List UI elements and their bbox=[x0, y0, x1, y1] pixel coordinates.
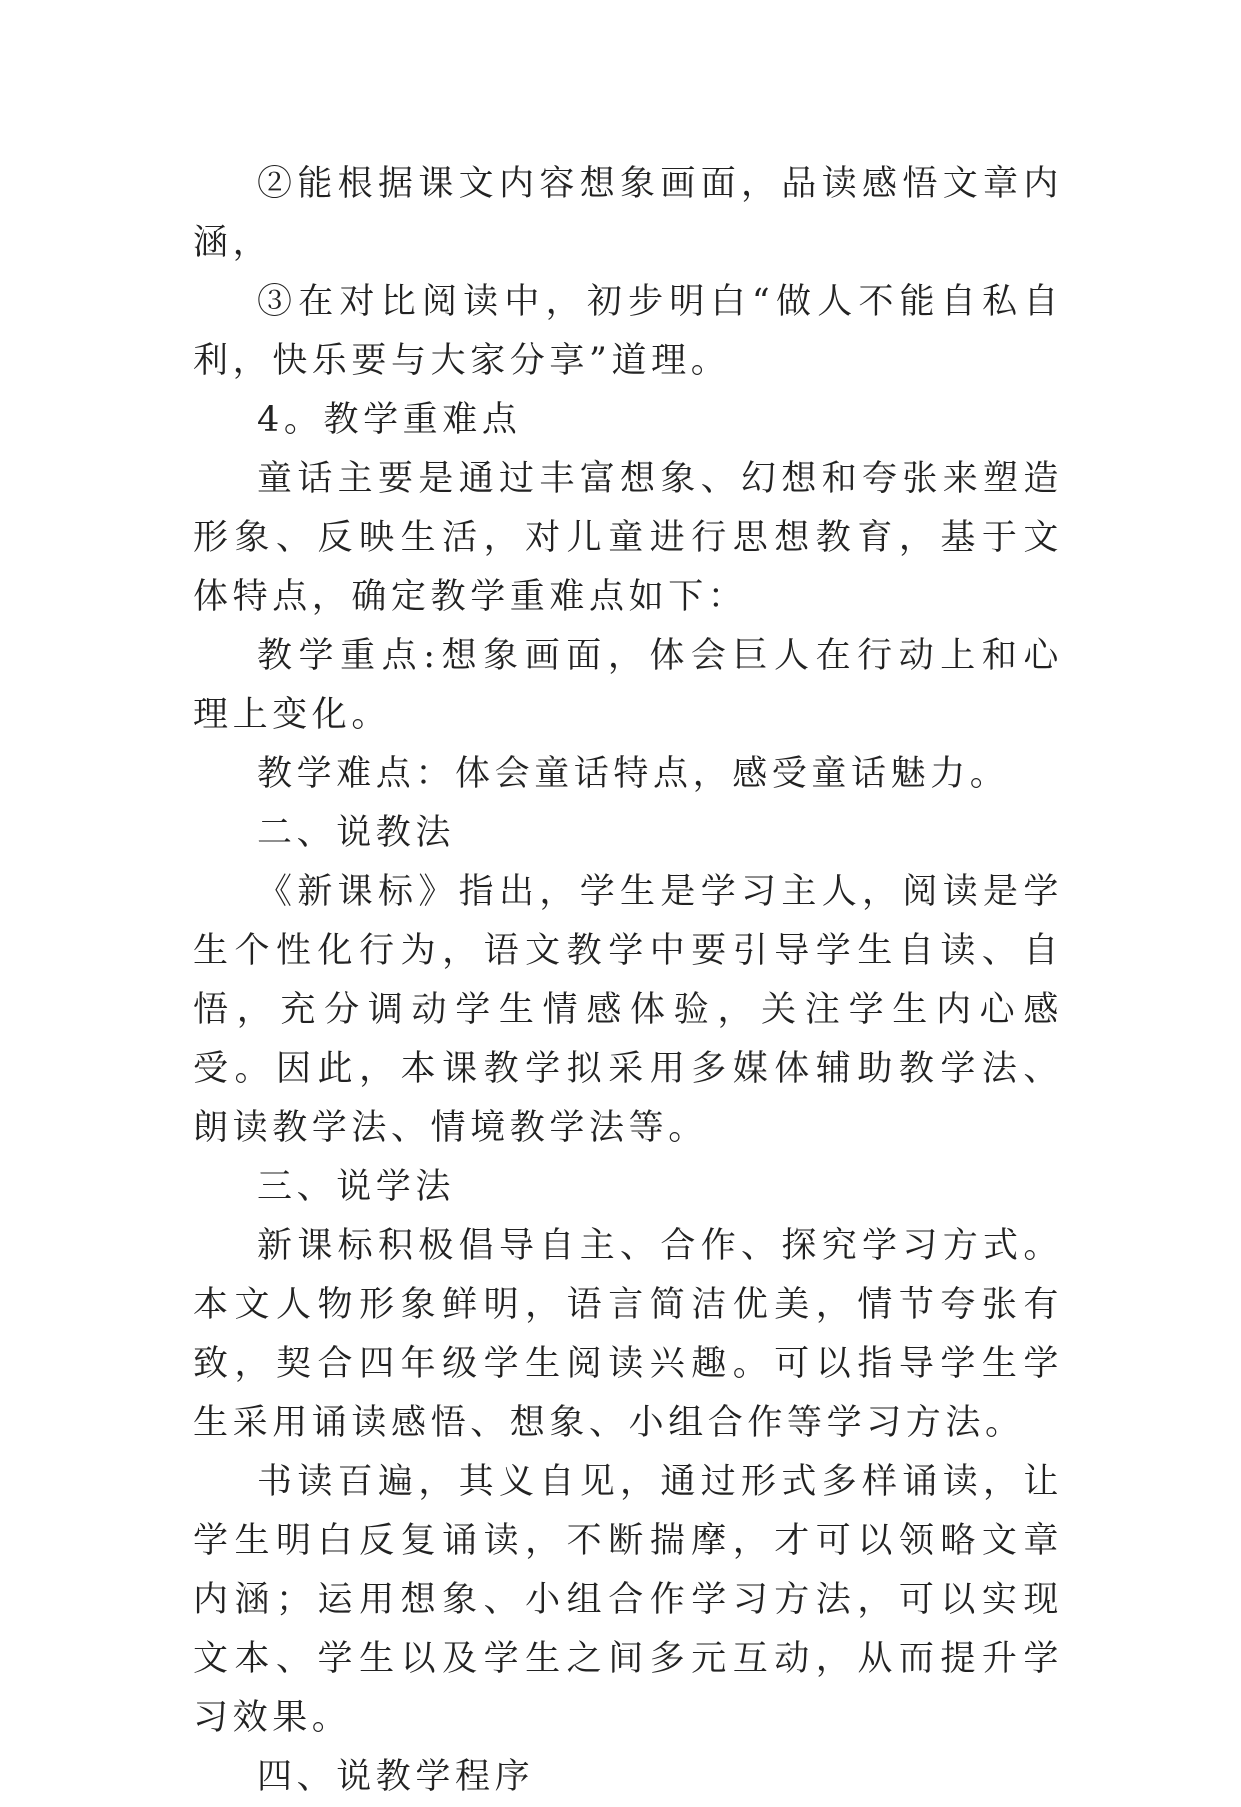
learning-methods-paragraph: 新课标积极倡导自主、合作、探究学习方式。本文人物形象鲜明，语言简洁优美，情节夸张有致，契合四年级学生阅读兴趣。可以指导学生学生采用诵读感悟、想象、小组合作等学习方法。 bbox=[193, 1226, 1063, 1443]
teaching-difficulty-paragraph: 教学难点：体会童话特点，感受童话魅力。 bbox=[257, 754, 1010, 794]
objective-2-paragraph: ②能根据课文内容想象画面，品读感悟文章内涵， bbox=[193, 164, 1063, 263]
section-heading-key-difficulties: 4。教学重难点 bbox=[257, 400, 522, 440]
section-heading-learning-methods: 三、说学法 bbox=[257, 1167, 456, 1207]
teaching-methods-paragraph: 《新课标》指出，学生是学习主人，阅读是学生个性化行为，语文教学中要引导学生自读、自悟，充分调动学生情感体验，关注学生内心感受。因此，本课教学拟采用多媒体辅助教学法、朗读教学法、情境教学法等。 bbox=[193, 872, 1063, 1148]
document-body bbox=[193, 155, 1063, 1807]
reading-practice-paragraph: 书读百遍，其义自见，通过形式多样诵读，让学生明白反复诵读，不断揣摩，才可以领略文章内涵；运用想象、小组合作学习方法，可以实现文本、学生以及学生之间多元互动，从而提升学习效果。 bbox=[193, 1462, 1063, 1738]
fairy-tale-intro-paragraph: 童话主要是通过丰富想象、幻想和夸张来塑造形象、反映生活，对儿童进行思想教育，基于文体特点，确定教学重难点如下： bbox=[193, 459, 1063, 617]
section-heading-teaching-procedure: 四、说教学程序 bbox=[257, 1757, 535, 1797]
objective-3-paragraph: ③在对比阅读中，初步明白“做人不能自私自利，快乐要与大家分享”道理。 bbox=[193, 282, 1063, 381]
teaching-focus-paragraph: 教学重点:想象画面，体会巨人在行动上和心理上变化。 bbox=[193, 636, 1063, 735]
section-heading-teaching-methods: 二、说教法 bbox=[257, 813, 456, 853]
